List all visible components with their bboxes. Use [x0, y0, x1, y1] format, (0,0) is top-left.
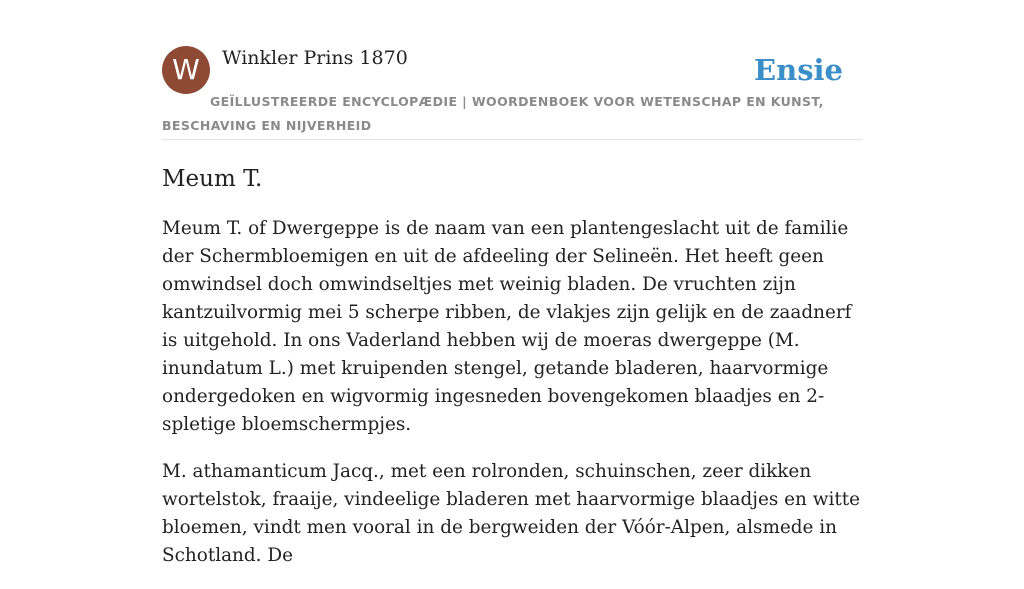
ensie-logo-link[interactable]: Ensie: [754, 53, 843, 87]
source-title-link[interactable]: Winkler Prins 1870: [222, 47, 408, 69]
article-body: [162, 215, 862, 589]
article-title: Meum T.: [162, 166, 263, 192]
source-subtitle: GEÏLLUSTREERDE ENCYCLOPÆDIE | WOORDENBOEK VOOR WETENSCHAP EN KUNST, BESCHAVING EN NIJVERHEID: [162, 94, 824, 133]
article-paragraph: M. athamanticum Jacq., met een rolronden, schuinschen, zeer dikken wortelstok, fraaije, vindeelige bladeren met haarvormige blaadjes en witte bloemen, vindt men vooral in de bergweiden der Vóór-Alpen, alsmede in Schotland. De: [162, 461, 861, 566]
source-avatar[interactable]: W: [162, 46, 210, 94]
article-paragraph: Meum T. of Dwergeppe is de naam van een plantengeslacht uit de familie der Schermbloemigen en uit de afdeeling der Selineën. Het heeft geen omwindsel doch omwindseltjes met weinig bladen. De vruchten zijn kantzuilvormig mei 5 scherpe ribben, de vlakjes zijn gelijk en de zaadnerf is uitgehold. In ons Vaderland hebben wij de moeras dwergeppe (M. inundatum L.) met kruipenden stengel, getande bladeren, haarvormige ondergedoken en wigvormig ingesneden bovengekomen blaadjes en 2-spletige bloemschermpjes.: [162, 218, 852, 435]
source-header: [162, 46, 862, 140]
